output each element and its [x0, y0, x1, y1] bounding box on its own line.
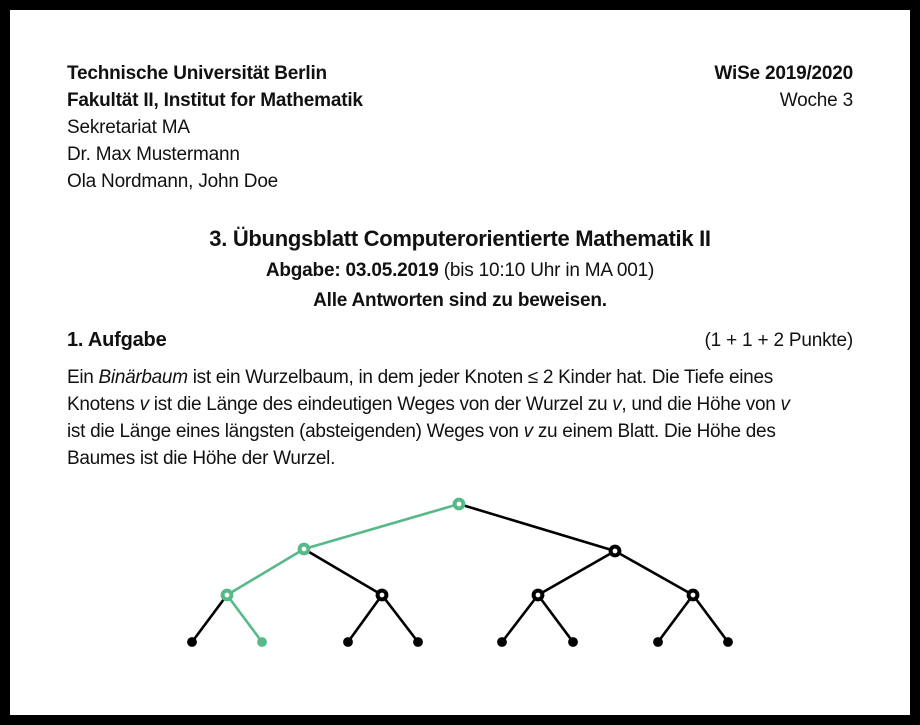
paragraph-line	[67, 445, 853, 472]
text-segment: zu einem Blatt. Die Höhe des	[532, 421, 776, 442]
week-label: Woche 3	[779, 90, 853, 111]
deadline-line	[67, 257, 853, 284]
tree-node-l4	[413, 637, 423, 647]
tree-node-l8	[723, 637, 733, 647]
tree-node-l3	[343, 637, 353, 647]
tree-edge-n1l-n2a	[227, 549, 304, 595]
sheet-title: 3. Übungsblatt Computerorientierte Mathematik II	[209, 226, 711, 251]
semester-label: WiSe 2019/2020	[714, 63, 853, 84]
tree-node-l1	[187, 637, 197, 647]
text-segment: (bis 10:10 Uhr in MA 001)	[438, 260, 655, 281]
header-assistants: Ola Nordmann, John Doe	[67, 171, 279, 192]
tree-edge-n1r-n2d	[615, 551, 693, 595]
text-segment: v	[523, 421, 533, 442]
tree-node-l2	[257, 637, 267, 647]
text-segment: , und die Höhe von	[621, 394, 781, 415]
tree-edge-root-n1l	[304, 504, 459, 549]
header-institution: Technische Universität Berlin	[67, 63, 327, 84]
header-faculty: Fakultät II, Institut for Mathematik	[67, 90, 363, 111]
text-segment: v	[780, 394, 790, 415]
tree-node-n2d	[689, 591, 698, 600]
exercise-heading: 1. Aufgabe	[67, 329, 167, 351]
tree-node-n1r	[611, 547, 620, 556]
tree-edge-n2b-l4	[382, 595, 418, 642]
text-segment: Knotens	[67, 394, 140, 415]
tree-edge-root-n1r	[459, 504, 615, 551]
header-secretariat: Sekretariat MA	[67, 117, 190, 138]
text-segment: Ein	[67, 367, 99, 388]
tree-node-n2a	[223, 591, 232, 600]
tree-edge-n2a-l2	[227, 595, 262, 642]
points-label: (1 + 1 + 2 Punkte)	[704, 330, 853, 351]
tree-node-l7	[653, 637, 663, 647]
header-right	[714, 60, 853, 195]
text-segment: ist die Länge eines längsten (absteigenden) Weges von	[67, 421, 524, 442]
text-segment: Abgabe: 03.05.2019	[265, 260, 439, 281]
paragraph-line	[67, 418, 853, 445]
tree-node-n1l	[300, 545, 309, 554]
tree-edge-n2c-l5	[502, 595, 538, 642]
text-segment: v	[612, 394, 622, 415]
tree-edge-n1l-n2b	[304, 549, 382, 595]
exercise-paragraph	[67, 364, 853, 472]
tree-node-root	[455, 500, 464, 509]
tree-edge-n2a-l1	[192, 595, 227, 642]
tree-node-l6	[568, 637, 578, 647]
text-segment: Binärbaum	[98, 367, 188, 388]
tree-node-n2b	[378, 591, 387, 600]
tree-node-l5	[497, 637, 507, 647]
text-segment: Baumes ist die Höhe der Wurzel.	[67, 448, 336, 469]
header-lecturer: Dr. Max Mustermann	[67, 144, 240, 165]
tree-edge-n2d-l8	[693, 595, 728, 642]
text-segment: ist die Länge des eindeutigen Weges von der Wurzel zu	[148, 394, 613, 415]
proof-note: Alle Antworten sind zu beweisen.	[313, 290, 607, 311]
paragraph-line	[67, 391, 853, 418]
paragraph-line	[67, 364, 853, 391]
text-segment: ist ein Wurzelbaum, in dem jeder Knoten ≤ 2 Kinder hat. Die Tiefe eines	[187, 367, 773, 388]
tree-edge-n2c-l6	[538, 595, 573, 642]
page-content	[10, 60, 910, 472]
text-segment: v	[139, 394, 149, 415]
tree-edge-n1r-n2c	[538, 551, 615, 595]
tree-edge-n2b-l3	[348, 595, 382, 642]
header	[67, 60, 853, 195]
exercise-heading-row	[67, 327, 853, 354]
tree-node-n2c	[534, 591, 543, 600]
header-left	[67, 60, 363, 195]
tree-edge-n2d-l7	[658, 595, 693, 642]
